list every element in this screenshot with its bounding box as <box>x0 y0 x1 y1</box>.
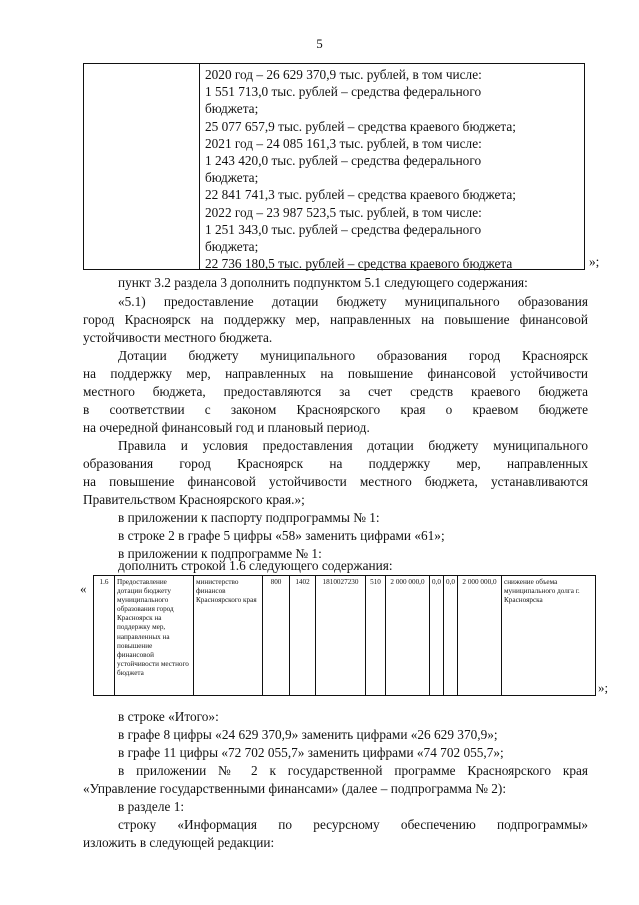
paragraph: изложить в следующей редакции: <box>83 835 275 850</box>
row-number: 1.6 <box>94 576 115 695</box>
opening-quote: « <box>80 581 87 596</box>
funding-line: 22 736 180,5 тыс. рублей – средства краевого бюджета <box>205 256 513 272</box>
row-2021: 0,0 <box>430 576 444 695</box>
row-2020: 2 000 000,0 <box>386 576 430 695</box>
row-csr: 1810027230 <box>316 576 366 695</box>
row-vr: 510 <box>366 576 386 695</box>
paragraph: в графе 11 цифры «72 702 055,7» заменить цифрами «74 702 055,7»; <box>118 745 504 760</box>
funding-line: 2021 год – 24 085 161,3 тыс. рублей, в том числе: <box>205 135 482 151</box>
paragraph: на очередной финансовый год и плановый период. <box>83 420 370 435</box>
paragraph: Правительством Красноярского края.»; <box>83 492 305 507</box>
paragraph: в приложении к подпрограмме № 1: <box>118 546 322 561</box>
paragraph: в приложении к паспорту подпрограммы № 1: <box>118 510 380 525</box>
closing-quote: »; <box>589 254 600 269</box>
paragraph: на поддержку мер, направленных на повышение финансовой устойчивости <box>83 366 588 381</box>
paragraph: пункт 3.2 раздела 3 дополнить подпунктом 5.1 следующего содержания: <box>118 275 528 290</box>
funding-lines <box>205 66 585 272</box>
funding-line: бюджета; <box>205 239 259 255</box>
paragraph: Правила и условия предоставления дотации бюджету муниципального <box>118 438 588 453</box>
paragraph: в графе 8 цифры «24 629 370,9» заменить цифрами «26 629 370,9»; <box>118 727 498 742</box>
funding-line: 2020 год – 26 629 370,9 тыс. рублей, в том числе: <box>205 67 482 82</box>
paragraph: «Управление государственными финансами» (далее – подпрограмма № 2): <box>83 781 507 796</box>
paragraph: город Красноярск на поддержку мер, направленных на повышение финансовой <box>83 312 588 327</box>
paragraph: в соответствии с законом Красноярского края о краевом бюджете <box>83 402 588 417</box>
table-divider <box>199 64 200 269</box>
row-agency: министерство финансов Красноярского края <box>194 576 263 695</box>
row-total: 2 000 000,0 <box>458 576 502 695</box>
paragraph: в приложении № 2 к государственной программе Красноярского края <box>118 763 588 778</box>
paragraph: строку «Информация по ресурсному обеспечению подпрограммы» <box>118 817 588 832</box>
page-number: 5 <box>316 36 323 51</box>
paragraph: в разделе 1: <box>118 799 185 814</box>
funding-line: 2022 год – 23 987 523,5 тыс. рублей, в том числе: <box>205 204 482 220</box>
funding-line: бюджета; <box>205 170 259 186</box>
funding-line: 1 243 420,0 тыс. рублей – средства федерального <box>205 153 482 169</box>
row-rzpr: 1402 <box>290 576 316 695</box>
row-result: снижение объема муниципального долга г. Красноярска <box>504 578 580 605</box>
paragraph: образования город Красноярск на поддержку мер, направленных <box>83 456 588 471</box>
paragraph: в строке «Итого»: <box>118 709 219 724</box>
funding-line: 1 551 713,0 тыс. рублей – средства федерального <box>205 84 482 100</box>
funding-table <box>83 63 585 270</box>
paragraph: Дотации бюджету муниципального образования город Красноярск <box>118 348 588 363</box>
funding-line: 1 251 343,0 тыс. рублей – средства федерального <box>205 221 482 237</box>
paragraph: дополнить строкой 1.6 следующего содержания: <box>118 558 393 573</box>
row-grbs: 800 <box>263 576 290 695</box>
funding-line: 25 077 657,9 тыс. рублей – средства краевого бюджета; <box>205 118 516 134</box>
paragraph: в строке 2 в графе 5 цифры «58» заменить цифрами «61»; <box>118 528 445 543</box>
closing-quote: »; <box>598 680 609 695</box>
funding-line: 22 841 741,3 тыс. рублей – средства краевого бюджета; <box>205 187 516 203</box>
paragraph: на повышение финансовой устойчивости местного бюджета, устанавливаются <box>83 474 588 489</box>
subprogram-row-table <box>93 575 596 696</box>
paragraph: «5.1) предоставление дотации бюджету муниципального образования <box>118 294 588 309</box>
paragraph: устойчивости местного бюджета. <box>83 330 273 345</box>
row-2022: 0,0 <box>444 576 458 695</box>
funding-line: бюджета; <box>205 101 259 117</box>
row-name: Предоставление дотации бюджету муниципального образования город Красноярск на поддержку мер, направленных на повышение финансовой устойчивости местного бюджета <box>115 576 194 695</box>
paragraph: местного бюджета, предоставляются за счет средств краевого бюджета <box>83 384 588 399</box>
